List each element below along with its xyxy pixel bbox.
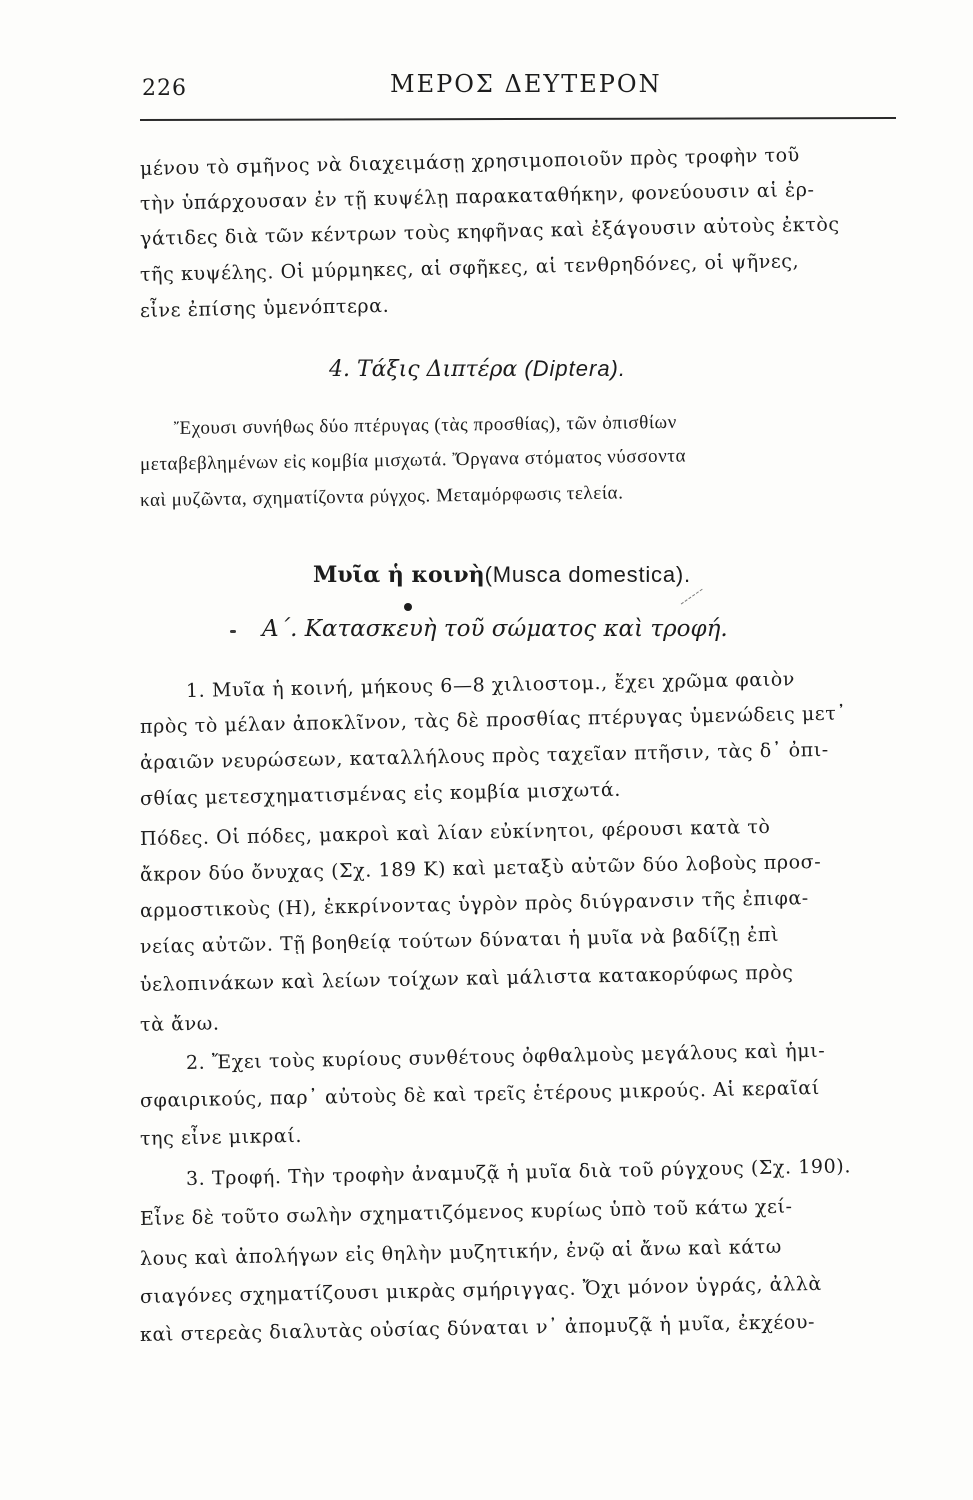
text-line: γάτιδες διὰ τῶν κέντρων τοὺς κηφῆνας καὶ ἐξάγουσιν αὐτοὺς ἐκτὸς — [139, 213, 840, 250]
text-line: Ἔχουσι συνήθως δύο πτέρυγας (τὰς προσθίας), τῶν ὀπισθίων — [173, 411, 678, 439]
ink-blot — [404, 603, 412, 611]
text-line: 1. Μυῖα ἡ κοινή, μήκους 6—8 χιλιοστομ., ἔχει χρῶμα φαιὸν — [185, 668, 796, 702]
text-line: σιαγόνες σχηματίζουσι μικρὰς σμήριγγας. Ὄχι μόνον ὑγράς, ἀλλὰ — [139, 1272, 823, 1308]
text-line: ἄκρον δύο ὄνυχας (Σχ. 189 Κ) καὶ μεταξὺ αὐτῶν δύο λοβοὺς προσ- — [139, 850, 822, 886]
text-line: 3. Τροφή. Τὴν τροφὴν ἀναμυζᾷ ἡ μυῖα διὰ τοῦ ρύγχους (Σχ. 190). — [185, 1155, 852, 1190]
text-line: σφαιρικούς, παρ᾽ αὐτοὺς δὲ καὶ τρεῖς ἑτέρους μικρούς. Αἱ κεραῖαί — [139, 1076, 820, 1112]
text-line: Εἶνε δὲ τοῦτο σωλὴν σχηματιζόμενος κυρίως ὑπὸ τοῦ κάτω χεί- — [139, 1195, 793, 1230]
text-line: Πόδες. Οἱ πόδες, μακροὶ καὶ λίαν εὐκίνητοι, φέρουσι κατὰ τὸ — [139, 815, 771, 850]
text-line: τὴν ὑπάρχουσαν ἐν τῇ κυψέλῃ παρακαταθήκην, φονεύουσιν αἱ ἐρ- — [139, 178, 815, 215]
text-line: αρμοστικοὺς (Η), ἐκκρίνοντας ὑγρὸν πρὸς διύγρανσιν τῆς ἐπιφα- — [139, 887, 810, 922]
section-heading: Α΄. Κατασκευὴ τοῦ σώματος καὶ τροφή. — [262, 616, 728, 642]
text-line: τῆς κυψέλης. Οἱ μύρμηκες, αἱ σφῆκες, αἱ τενθρηδόνες, οἱ ψῆνες, — [139, 250, 800, 286]
text-line: της εἶνε μικραί. — [139, 1124, 303, 1150]
text-line: ἀραιῶν νευρώσεων, καταλλήλους πρὸς ταχεῖαν πτῆσιν, τὰς δ᾽ ὀπι- — [139, 738, 829, 774]
text-line: νείας αὐτῶν. Τῇ βοηθείᾳ τούτων δύναται ἡ μυῖα νὰ βαδίζῃ ἐπὶ — [139, 923, 780, 958]
text-line: εἶνε ἐπίσης ὑμενόπτερα. — [139, 294, 390, 322]
text-line: καὶ μυζῶντα, σχηματίζοντα ρύγχος. Μεταμόρφωσις τελεία. — [139, 482, 624, 511]
text-line: καὶ στερεὰς διαλυτὰς οὐσίας δύναται ν᾽ ἀπομυζᾷ ἡ μυῖα, ἐκχέου- — [139, 1311, 816, 1346]
text-line: λους καὶ ἀπολήγων εἰς θηλὴν μυζητικήν, ἐνῷ αἱ ἄνω καὶ κάτω — [139, 1235, 783, 1270]
ink-mark — [230, 630, 236, 633]
species-heading-latin: (Musca domestica). — [484, 562, 691, 587]
species-heading — [313, 562, 691, 588]
order-heading — [329, 356, 626, 382]
pencil-mark — [681, 589, 703, 606]
text-line: 2. Ἔχει τοὺς κυρίους συνθέτους ὀφθαλμοὺς μεγάλους καὶ ἡμι- — [185, 1039, 826, 1074]
text-line: ὑελοπινάκων καὶ λείων τοίχων καὶ μάλιστα κατακορύφως πρὸς — [139, 961, 794, 996]
text-line: τὰ ἄνω. — [139, 1012, 220, 1036]
page-number: 226 — [142, 76, 187, 101]
text-line: μένου τὸ σμῆνος νὰ διαχειμάσῃ χρησιμοποιοῦν πρὸς τροφὴν τοῦ — [139, 144, 801, 180]
page-header — [140, 70, 900, 110]
header-rule — [140, 117, 896, 121]
order-heading-latin: (Diptera). — [524, 356, 626, 381]
text-line: σθίας μετεσχηματισμένας εἰς κομβία μισχωτά. — [139, 778, 622, 810]
order-heading-greek: 4. Τάξις Διπτέρα — [329, 357, 518, 382]
species-heading-greek: Μυῖα ἡ κοινὴ — [313, 562, 485, 588]
text-line: πρὸς τὸ μέλαν ἀποκλῖνον, τὰς δὲ προσθίας πτέρυγας ὑμενώδεις μετ᾽ — [139, 702, 847, 738]
text-line: μεταβεβλημένων εἰς κομβία μισχωτά. Ὄργανα στόματος νύσσοντα — [139, 445, 687, 475]
running-title: ΜΕΡΟΣ ΔΕΥΤΕΡΟΝ — [390, 70, 662, 98]
